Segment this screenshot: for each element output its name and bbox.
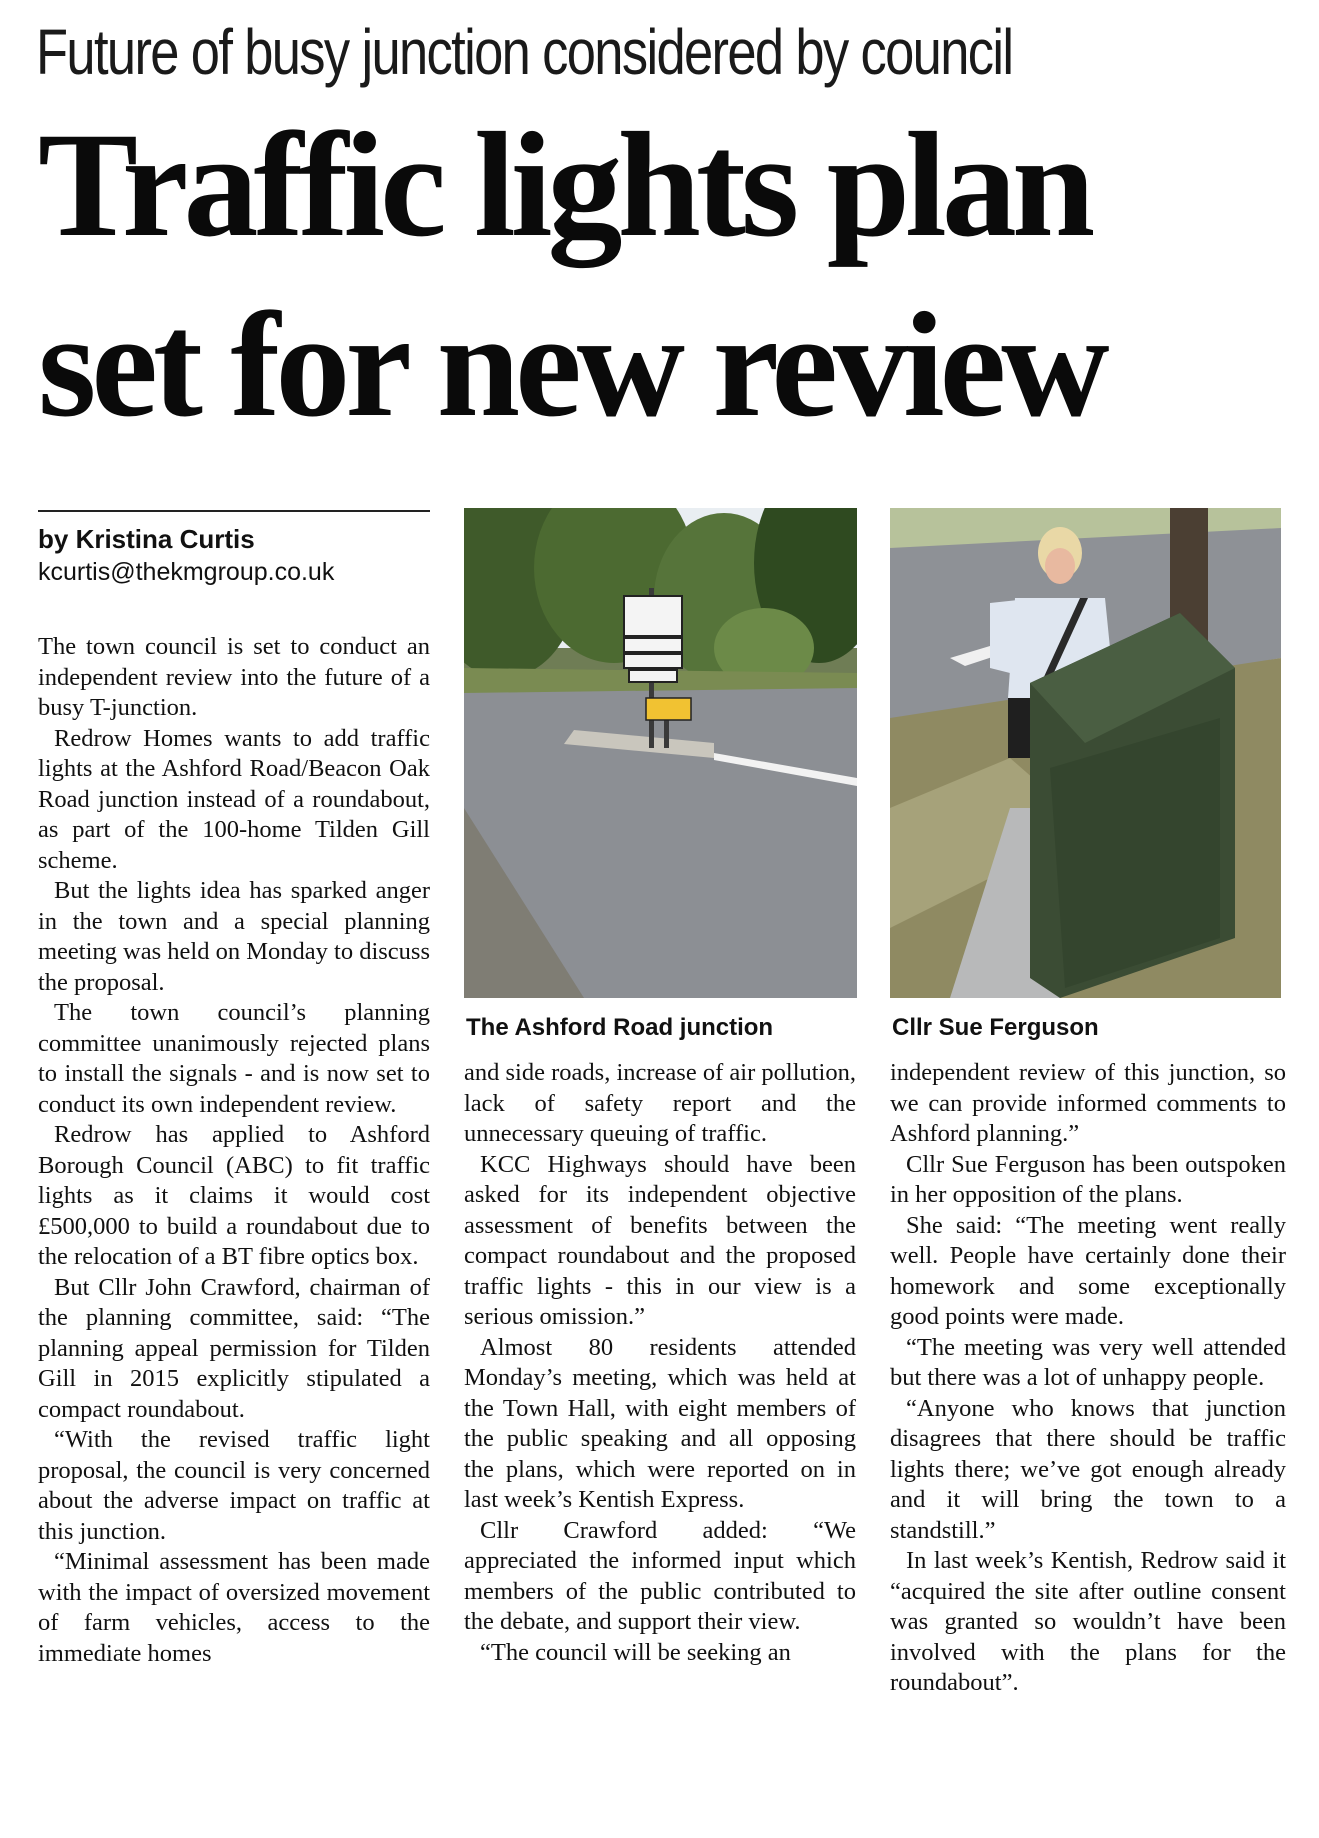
ferguson-photo-image xyxy=(890,508,1281,998)
article-column-2 xyxy=(464,1058,856,1832)
kicker-headline: Future of busy junction considered by council xyxy=(36,16,1013,88)
paragraph: “The meeting was very well attended but there was a lot of unhappy people. xyxy=(890,1333,1286,1391)
paragraph: Redrow Homes wants to add traffic lights at the Ashford Road/Beacon Oak Road junction instead of a roundabout, as part of the 100-home Tilden Gill scheme. xyxy=(38,724,430,874)
byline-author: by Kristina Curtis xyxy=(38,524,255,554)
paragraph: Redrow has applied to Ashford Borough Council (ABC) to fit traffic lights as it claims it would cost £500,000 to build a roundabout due to the relocation of a BT fibre optics box. xyxy=(38,1121,430,1270)
headline-line-1: Traffic lights plan xyxy=(38,102,1091,268)
photo-caption-junction: The Ashford Road junction xyxy=(466,1014,774,1041)
paragraph: Almost 80 residents attended Monday’s meeting, which was held at the Town Hall, with eight members of the public speaking and all opposing the plans, which were reported on in last week’s Kentish Express. xyxy=(464,1333,856,1513)
paragraph: and side roads, increase of air pollution, lack of safety report and the unnecessary queuing of traffic. xyxy=(464,1059,856,1147)
paragraph: The town council is set to conduct an independent review into the future of a busy T-junction. xyxy=(38,633,430,721)
paragraph: “The council will be seeking an xyxy=(480,1638,791,1666)
paragraph: “Anyone who knows that junction disagrees that there should be traffic lights there; we’ve got enough already and it will bring the town to a standstill.” xyxy=(890,1394,1286,1544)
paragraph: “With the revised traffic light proposal, the council is very concerned about the adverse impact on traffic at this junction. xyxy=(38,1426,430,1545)
paragraph: She said: “The meeting went really well. People have certainly done their homework and some exceptionally good points were made. xyxy=(890,1211,1286,1330)
article-column-1 xyxy=(38,632,430,1832)
headline-line-2: set for new review xyxy=(38,282,1105,448)
article-column-3 xyxy=(890,1058,1286,1832)
paragraph: The town council’s planning committee unanimously rejected plans to install the signals - and is now set to conduct its own independent review. xyxy=(38,999,430,1118)
paragraph: Cllr Sue Ferguson has been outspoken in her opposition of the plans. xyxy=(890,1150,1286,1208)
paragraph: But the lights idea has sparked anger in the town and a special planning meeting was held on Monday to discuss the proposal. xyxy=(38,877,430,996)
byline-email[interactable]: kcurtis@thekmgroup.co.uk xyxy=(38,558,335,586)
paragraph: “Minimal assessment has been made with the impact of oversized movement of farm vehicles, access to the immediate homes xyxy=(38,1548,430,1667)
photo-caption-ferguson: Cllr Sue Ferguson xyxy=(892,1014,1099,1041)
paragraph: In last week’s Kentish, Redrow said it “acquired the site after outline consent was granted so wouldn’t have been involved with the plans for the roundabout”. xyxy=(890,1547,1286,1696)
paragraph: Cllr Crawford added: “We appreciated the informed input which members of the public contributed to the debate, and support their view. xyxy=(464,1516,856,1635)
photo-ashford-road-junction xyxy=(464,508,857,998)
photo-cllr-sue-ferguson xyxy=(890,508,1281,998)
paragraph: But Cllr John Crawford, chairman of the planning committee, said: “The planning appeal permission for Tilden Gill in 2015 explicitly stipulated a compact roundabout. xyxy=(38,1273,430,1423)
junction-photo-image xyxy=(464,508,857,998)
byline-rule xyxy=(38,510,430,512)
paragraph: KCC Highways should have been asked for its independent objective assessment of benefits between the compact roundabout and the proposed traffic lights - this in our view is a serious omission.” xyxy=(464,1150,856,1330)
byline xyxy=(38,522,430,588)
paragraph: independent review of this junction, so we can provide informed comments to Ashford planning.” xyxy=(890,1059,1286,1147)
